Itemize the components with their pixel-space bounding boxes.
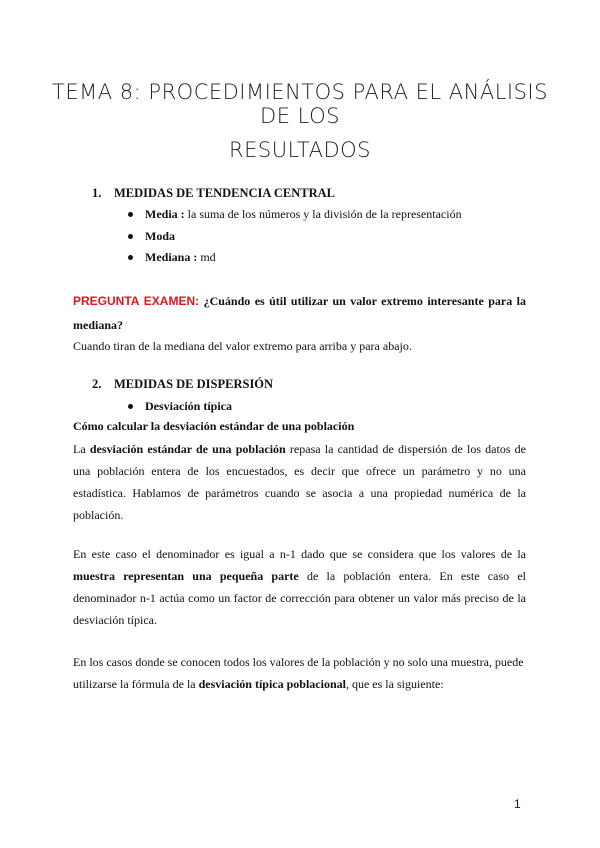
paragraph-3-pre: En los casos donde se conocen todos los valores de la población y no solo una muestra, puede utilizarse la fórmula de la [73, 655, 524, 691]
exam-label: PREGUNTA EXAMEN: [73, 294, 200, 308]
exam-question-text: ¿Cuándo es útil utilizar un valor extremo interesante para la mediana? [73, 294, 526, 332]
bullet-text: md [197, 250, 216, 264]
exam-answer: Cuando tiran de la mediana del valor extremo para arriba y para abajo. [73, 339, 412, 353]
paragraph-1-bold: desviación estándar de una población [89, 442, 286, 456]
bullet-icon [128, 234, 133, 239]
bullet-icon [128, 255, 133, 260]
subheading: Cómo calcular la desviación estándar de una población [73, 419, 355, 433]
bullet-term: Mediana : [145, 250, 198, 264]
section-1-number: 1. [92, 186, 102, 200]
list-item-moda [128, 229, 175, 244]
exam-question [73, 289, 526, 337]
bullet-term: Moda [145, 229, 175, 243]
paragraph-2-bold: muestra representan una pequeña parte [73, 569, 299, 583]
section-2-title: MEDIDAS DE DISPERSIÓN [114, 377, 274, 391]
bullet-icon [128, 212, 133, 217]
paragraph-3 [73, 651, 526, 695]
list-item-media [128, 207, 462, 222]
list-item-mediana [128, 250, 216, 265]
section-2-number: 2. [92, 377, 102, 391]
paragraph-1-post: repasa la cantidad de dispersión de los datos de una población entera de los encuestados, es decir que ofrece un parámetro y no una estadística. Hablamos de parámetros cuando se asocia a una propiedad numérica de la población. [73, 442, 527, 522]
bullet-term: Desviación típica [145, 399, 232, 413]
page-number: 1 [514, 797, 521, 811]
bullet-term: Media : [145, 207, 185, 221]
paragraph-2-pre: En este caso el denominador es igual a n-1 dado que se considera que los valores de la [73, 547, 526, 561]
paragraph-2-post: de la población entera. En este caso el denominador n-1 actúa como un factor de corrección para obtener un valor más preciso de la desviación típica. [73, 569, 526, 627]
paragraph-2 [73, 543, 526, 631]
bullet-icon [128, 404, 133, 409]
section-1-title: MEDIDAS DE TENDENCIA CENTRAL [114, 186, 335, 200]
page-title-line-2: RESULTADOS [229, 138, 371, 162]
page-title-line-1: TEMA 8: PROCEDIMIENTOS PARA EL ANÁLISIS DE LOS [52, 80, 548, 128]
bullet-text: la suma de los números y la división de la representación [184, 207, 462, 221]
paragraph-3-post: , que es la siguiente: [345, 677, 444, 691]
list-item-desviacion [128, 399, 232, 414]
section-1-heading [92, 186, 335, 201]
paragraph-3-bold: desviación típica poblacional [198, 677, 346, 691]
section-2-heading [92, 377, 273, 392]
paragraph-1-pre: La [73, 442, 90, 456]
paragraph-1 [73, 438, 526, 526]
